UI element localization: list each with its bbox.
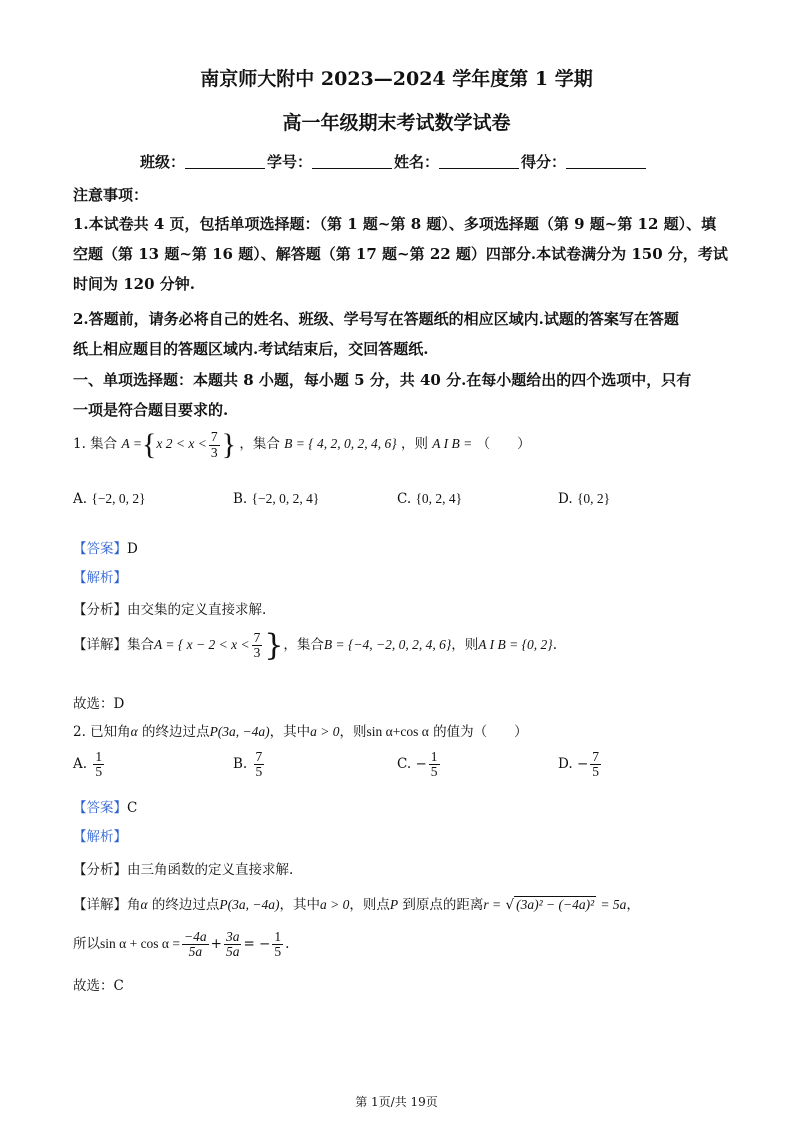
q2-alpha: α bbox=[130, 724, 138, 739]
q1-fenxi-tag: 【分析】 bbox=[73, 602, 127, 618]
q1-option-a[interactable] bbox=[73, 491, 146, 507]
q1-analysis-tag: 【解析】 bbox=[73, 570, 127, 586]
q1-option-d[interactable] bbox=[558, 491, 610, 507]
q2-detail-c: ，其中 bbox=[279, 897, 320, 913]
q1-detail-tag: 【详解】 bbox=[73, 637, 127, 653]
q2-fenxi bbox=[73, 858, 293, 878]
field-class-blank[interactable] bbox=[185, 154, 265, 169]
q1-detail-end: . bbox=[552, 637, 557, 653]
q1-answer-value: D bbox=[127, 541, 138, 557]
q2-option-a-num: 1 bbox=[95, 749, 103, 764]
field-class-label: 班级： bbox=[140, 153, 186, 171]
q2-detail-g: ， bbox=[626, 897, 640, 913]
field-id-blank[interactable] bbox=[312, 154, 392, 169]
q2-mid2: ，其中 bbox=[269, 724, 311, 740]
q1-option-c-label: C. bbox=[397, 491, 412, 507]
q1-fraction bbox=[209, 430, 220, 459]
q2-fenxi-text: 由三角函数的定义直接求解. bbox=[127, 862, 294, 878]
q2-option-d[interactable] bbox=[558, 750, 603, 779]
q2-option-c-num: 1 bbox=[430, 749, 438, 764]
q2-detail-tag: 【详解】 bbox=[73, 897, 127, 913]
q1-option-d-label: D. bbox=[558, 491, 573, 507]
field-name-label: 姓名： bbox=[394, 153, 440, 171]
q2-option-b-frac bbox=[254, 750, 265, 779]
q1-option-c-value: {0, 2, 4} bbox=[415, 491, 463, 506]
q2-option-a-den: 5 bbox=[95, 764, 103, 780]
q2-frac2 bbox=[224, 930, 242, 959]
q1-detail-fraction bbox=[252, 631, 263, 660]
q2-mid1: 的终边过点 bbox=[137, 724, 210, 740]
notes-item1-line1: 1.本试卷共 4 页，包括单项选择题：（第 1 题~第 8 题）、多项选择题（第 9 题~第 12 题）、填 bbox=[73, 215, 717, 233]
q2-frac3-den: 5 bbox=[274, 944, 282, 960]
q2-eq: = − bbox=[243, 936, 271, 953]
q1-detail-frac-den: 3 bbox=[253, 645, 261, 660]
q2-option-b-label: B. bbox=[233, 756, 248, 773]
q1-mid-text: ，集合 bbox=[239, 436, 280, 453]
field-name-blank[interactable] bbox=[439, 154, 519, 169]
field-score-blank[interactable] bbox=[566, 154, 646, 169]
q1-detail-right-brace: } bbox=[264, 628, 284, 663]
q1-detail-mid: ，集合 bbox=[283, 637, 324, 653]
q2-option-d-label: D. bbox=[558, 756, 573, 773]
q2-line2-pre: 所以 bbox=[73, 936, 100, 953]
q2-detail-sqrt: (3a)² − (−4a)² bbox=[516, 897, 595, 912]
q2-detail-b: 的终边过点 bbox=[147, 897, 220, 913]
q1-option-b[interactable] bbox=[233, 491, 319, 507]
q2-option-a-frac bbox=[93, 750, 104, 779]
question-1 bbox=[73, 428, 531, 462]
q2-frac1-den: 5a bbox=[188, 944, 203, 960]
q1-detail-then: ，则 bbox=[451, 637, 479, 653]
q2-line2-end: . bbox=[285, 936, 290, 953]
q2-point: P(3a, −4a) bbox=[209, 724, 270, 739]
q1-answer bbox=[73, 537, 138, 557]
q1-option-a-label: A. bbox=[73, 491, 88, 507]
q2-plus: + bbox=[210, 936, 222, 953]
q2-option-b-den: 5 bbox=[255, 764, 263, 780]
q2-option-d-num: 7 bbox=[592, 749, 599, 764]
q2-expression: sin α+cos α bbox=[366, 724, 429, 739]
notes-heading: 注意事项： bbox=[73, 186, 149, 204]
q1-setA bbox=[121, 428, 239, 461]
page-footer: 第 1页/共 19页 bbox=[355, 1095, 438, 1109]
q2-detail-point: P(3a, −4a) bbox=[219, 897, 280, 912]
q1-option-a-value: {−2, 0, 2} bbox=[91, 491, 146, 506]
notes-item2-line1: 2.答题前，请务必将自己的姓名、班级、学号写在答题纸的相应区域内.试题的答案写在答题 bbox=[73, 310, 679, 328]
q2-detail-P: P bbox=[389, 897, 399, 912]
q2-analysis-tag: 【解析】 bbox=[73, 829, 127, 845]
student-info-row bbox=[140, 151, 648, 172]
q1-paren: （ ） bbox=[476, 436, 531, 453]
q1-setB: B = { 4, 2, 0, 2, 4, 6} bbox=[284, 436, 397, 452]
q2-detail-line1 bbox=[73, 893, 640, 913]
q2-answer-value: C bbox=[127, 800, 138, 816]
q2-frac2-num: 3a bbox=[225, 929, 240, 944]
q1-detail-frac-num: 7 bbox=[253, 629, 261, 645]
q2-detail-line2 bbox=[73, 930, 289, 959]
q1-detail-setB: B = {−4, −2, 0, 2, 4, 6} bbox=[323, 637, 452, 652]
q2-detail-r: r = bbox=[483, 897, 502, 912]
q2-option-c[interactable] bbox=[397, 750, 442, 779]
q1-frac-num: 7 bbox=[210, 429, 218, 445]
q2-option-c-sign: − bbox=[415, 756, 427, 773]
q2-frac1 bbox=[182, 930, 209, 959]
q1-setA-name: A = bbox=[121, 436, 142, 452]
section1-heading-line1: 一、单项选择题：本题共 8 小题，每小题 5 分，共 40 分.在每小题给出的四个选项中，只有 bbox=[73, 371, 692, 389]
q2-option-d-sign: − bbox=[576, 756, 589, 773]
q1-tail-text: ，则 bbox=[401, 436, 428, 453]
question-2 bbox=[73, 720, 528, 740]
q2-option-a[interactable] bbox=[73, 750, 106, 779]
q2-option-b-num: 7 bbox=[255, 749, 263, 764]
q2-detail-e: 到原点的距离 bbox=[398, 897, 484, 913]
q2-answer-tag: 【答案】 bbox=[73, 800, 127, 816]
q2-option-c-den: 5 bbox=[430, 764, 438, 780]
q2-detail-cond: a > 0 bbox=[320, 897, 350, 912]
q2-fenxi-tag: 【分析】 bbox=[73, 862, 127, 878]
q2-mid3: ，则 bbox=[339, 724, 367, 740]
q1-frac-den: 3 bbox=[210, 444, 218, 460]
q1-expression: A I B = bbox=[432, 436, 473, 452]
q2-frac3 bbox=[272, 930, 283, 959]
notes-item1-line2: 空题（第 13 题~第 16 题）、解答题（第 17 题~第 22 题）四部分.本试卷满分为 150 分，考试 bbox=[73, 245, 728, 263]
q1-detail bbox=[73, 628, 557, 663]
q1-right-brace: } bbox=[221, 428, 236, 461]
notes-item1-line3: 时间为 120 分钟. bbox=[73, 275, 195, 293]
q1-option-b-label: B. bbox=[233, 491, 248, 507]
q1-fenxi bbox=[73, 598, 266, 618]
q2-option-d-frac bbox=[590, 750, 601, 779]
q2-frac2-den: 5a bbox=[225, 944, 240, 960]
q2-option-c-frac bbox=[429, 750, 440, 779]
q1-setA-condition: x 2 < x < bbox=[156, 436, 207, 452]
q1-detail-result: A I B = {0, 2} bbox=[478, 637, 553, 652]
q2-choice: 故选：C bbox=[73, 978, 124, 994]
q2-option-a-label: A. bbox=[73, 756, 88, 773]
q1-option-b-value: {−2, 0, 2, 4} bbox=[251, 491, 320, 506]
q1-detail-pre: 集合 bbox=[127, 637, 154, 653]
q2-condition: a > 0 bbox=[310, 724, 340, 739]
q2-frac3-num: 1 bbox=[274, 929, 282, 944]
q2-line2-expr: sin α + cos α = bbox=[100, 936, 180, 952]
exam-subtitle: 高一年级期末考试数学试卷 bbox=[282, 112, 511, 134]
q2-option-b[interactable] bbox=[233, 750, 266, 779]
q2-number: 2. 已知角 bbox=[73, 724, 131, 740]
exam-title: 南京师大附中 2023—2024 学年度第 1 学期 bbox=[200, 68, 593, 90]
q1-option-d-value: {0, 2} bbox=[576, 491, 611, 506]
q1-number: 1. 集合 bbox=[73, 436, 118, 453]
field-id-label: 学号： bbox=[267, 153, 313, 171]
q2-frac1-num: −4a bbox=[184, 929, 207, 944]
notes-item2-line2: 纸上相应题目的答题区域内.考试结束后，交回答题纸. bbox=[73, 340, 429, 358]
q2-answer bbox=[73, 796, 137, 816]
q2-tail: 的值为（ ） bbox=[428, 724, 528, 740]
section1-heading-line2: 一项是符合题目要求的. bbox=[73, 401, 229, 419]
q2-detail-f: = 5a bbox=[600, 897, 627, 912]
q2-detail-alpha: α bbox=[140, 897, 148, 912]
q2-detail-a: 角 bbox=[127, 897, 141, 913]
q2-option-d-den: 5 bbox=[592, 764, 599, 780]
q1-left-brace: { bbox=[141, 428, 157, 461]
q2-option-c-label: C. bbox=[397, 756, 412, 773]
q1-option-c[interactable] bbox=[397, 491, 462, 507]
sqrt-icon: √ bbox=[505, 897, 515, 913]
q1-choice: 故选：D bbox=[73, 696, 125, 712]
q1-fenxi-text: 由交集的定义直接求解. bbox=[127, 602, 267, 618]
field-score-label: 得分： bbox=[521, 153, 567, 171]
q1-answer-tag: 【答案】 bbox=[73, 541, 127, 557]
q2-detail-d: ，则点 bbox=[349, 897, 390, 913]
q1-detail-setA: A = { x − 2 < x < bbox=[154, 637, 250, 652]
